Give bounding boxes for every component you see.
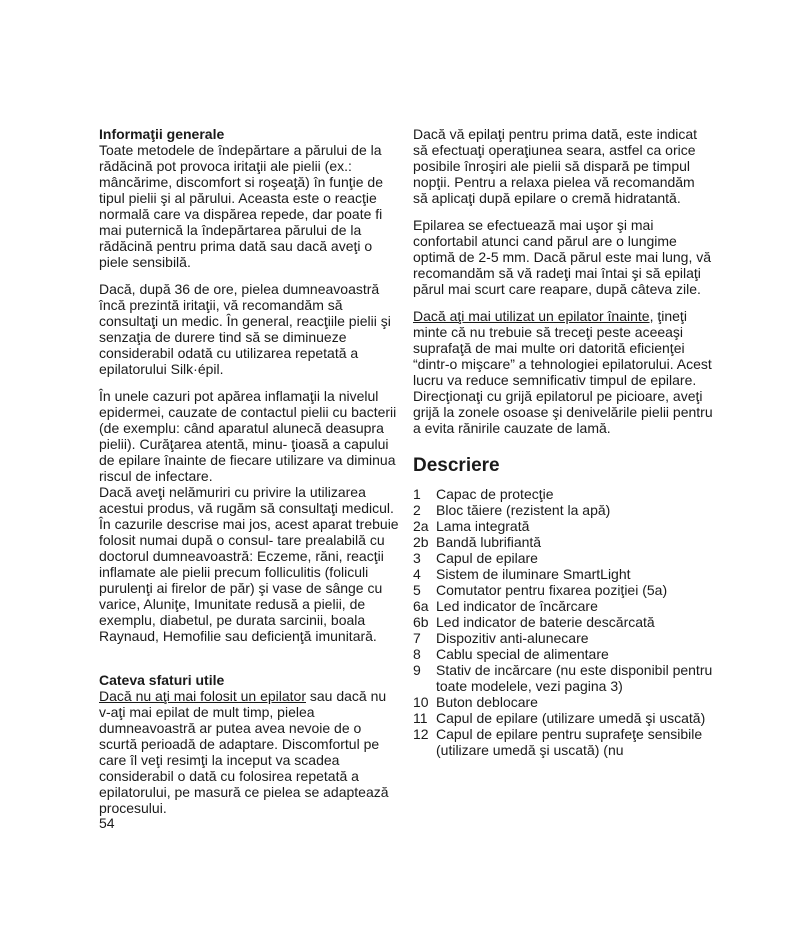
description-item [413,534,713,550]
description-title: Descriere [413,455,500,476]
description-item-number: 4 [413,566,421,582]
page-number: 54 [99,815,115,831]
general-info-heading: Informaţii generale [99,126,225,142]
description-item-text: Bandă lubrifiantă [436,534,542,550]
doctor-consult-paragraph: Dacă aveţi nelămuriri cu privire la utilizarea acestui produs, vă rugăm să consultaţi medicul. În cazurile descrise mai jos, acest aparat trebuie folosit numai după o consul- tare prealabilă cu doctorul dumneavoastră: Eczeme, răni, reacţii inflamate ale pielii precum folliculitis (foliculi purulenţi ai firelor de păr) şi vase de sânge cu varice, Aluniţe, Imunitate redusă a pielii, de exemplu, diabetul, pe durata sarcinii, boala Raynaud, Hemofilie sau deficienţă imunitară. [99,484,399,644]
description-item-text: Led indicator de baterie descărcată [436,614,655,630]
description-item [413,566,713,582]
tips-underlined-text: Dacă nu aţi mai folosit un epilator [99,688,306,704]
description-item-number: 2 [413,502,421,518]
description-item [413,646,713,662]
general-info-text: Toate metodele de îndepărtare a părului de la rădăcină pot provoca iritaţii ale pielii (ex.: mâncărime, discomfort si roşeaţă) în funţie de tipul pielii şi al părului. Aceasta este o reacţie normală care va dispărea repede, dar poate fi mai puternică la îndepărtarea părului de la rădăcină pentru prima dată sau dacă aveţi o piele sensibilă. [99,142,384,270]
description-item-number: 8 [413,646,421,662]
description-item-text: Led indicator de încărcare [436,598,598,614]
tips-paragraph [99,672,399,816]
description-item-number: 2a [413,518,429,534]
description-item-number: 2b [413,534,429,550]
description-item [413,630,713,646]
description-item [413,726,713,758]
description-item-number: 1 [413,486,421,502]
description-item-number: 12 [413,726,429,742]
description-item-text: Lama integrată [436,518,530,534]
description-item-text: Cablu special de alimentare [436,646,609,662]
description-item-text: Capul de epilare pentru suprafeţe sensibile (utilizare umedă şi uscată) (nu [436,726,703,758]
description-item [413,550,713,566]
experienced-text: , ţineţi minte că nu trebuie să treceţi peste aceeaşi suprafaţă de mai multe ori datorită eficienţei “dintr-o mişcare” a tehnologiei epilatorului. Acest lucru va reduce semnificativ timpul de epilare. Direcţionaţi cu grijă epilatorul pe picioare, aveţi grijă la zonele osoase şi denivelările pielii pentru a evita rănirile cauzate de lamă. [413,308,713,436]
description-item [413,486,713,502]
description-item [413,662,713,694]
description-item-number: 6b [413,614,429,630]
inflammation-paragraph: În unele cazuri pot apărea inflamaţii la nivelul epidermei, cauzate de contactul pielii cu bacterii (de exemplu: când aparatul alunecă deasupra pielii). Curăţarea atentă, minu- ţioasă a capului de epilare înainte de fiecare utilizare va diminua riscul de infectare. [99,388,397,484]
description-item [413,582,713,598]
description-item-text: Buton deblocare [436,694,538,710]
description-item-text: Stativ de incărcare (nu este disponibil pentru toate modelele, vezi pagina 3) [436,662,713,694]
description-item [413,694,713,710]
irritation-paragraph: Dacă, după 36 de ore, pielea dumneavoastră încă prezintă iritaţii, vă recomandăm să consultaţi un medic. În general, reacţiile pielii şi senzaţia de durere tind să se diminueze considerabil odată cu utilizarea repetată a epilatorului Silk·épil. [99,281,391,377]
description-item [413,518,713,534]
description-item [413,710,713,726]
right-column [413,126,713,758]
description-item-text: Capul de epilare (utilizare umedă şi uscată) [436,710,706,726]
experienced-underlined-text: Dacă aţi mai utilizat un epilator înainte [413,308,650,324]
description-item-text: Capul de epilare [436,550,538,566]
first-time-paragraph: Dacă vă epilaţi pentru prima dată, este indicat să efectuaţi operaţiunea seara, astfel ca orice posibile înroşiri ale pielii să dispară pe timpul nopţii. Pentru a relaxa pielea vă recomandăm să aplicaţi după epilare o cremă hidratantă. [413,126,698,206]
description-item-number: 9 [413,662,421,678]
description-item-number: 11 [413,710,428,726]
left-column [99,126,399,827]
description-item-text: Dispozitiv anti-alunecare [436,630,589,646]
description-item [413,614,713,630]
tips-text: sau dacă nu v-aţi mai epilat de mult timp, pielea dumneavoastră ar putea avea nevoie de o scurtă perioadă de adaptare. Discomfortul pe care îl veţi resimţi la inceput va scadea considerabil o dată cu folosirea repetată a epilatorului, pe masură ce pielea se adaptează procesului. [99,688,389,816]
description-item-number: 3 [413,550,421,566]
description-item-number: 10 [413,694,429,710]
description-list [413,486,713,758]
general-info-paragraph [99,126,399,270]
description-item [413,598,713,614]
description-item-text: Sistem de iluminare SmartLight [436,566,631,582]
description-item-number: 5 [413,582,421,598]
hair-length-paragraph: Epilarea se efectuează mai uşor şi mai confortabil atunci cand părul are o lungime optimă de 2-5 mm. Dacă părul este mai lung, vă recomandăm să vă radeţi mai întai şi să epilaţi părul mai scurt care reapare, după câteva zile. [413,217,712,297]
description-item-text: Comutator pentru fixarea poziţiei (5a) [436,582,668,598]
description-item-number: 7 [413,630,421,646]
tips-heading: Cateva sfaturi utile [99,672,225,688]
description-item-text: Bloc tăiere (rezistent la apă) [436,502,611,518]
experienced-user-paragraph [413,308,713,436]
description-item-text: Capac de protecţie [436,486,554,502]
description-item [413,502,713,518]
description-item-number: 6a [413,598,429,614]
